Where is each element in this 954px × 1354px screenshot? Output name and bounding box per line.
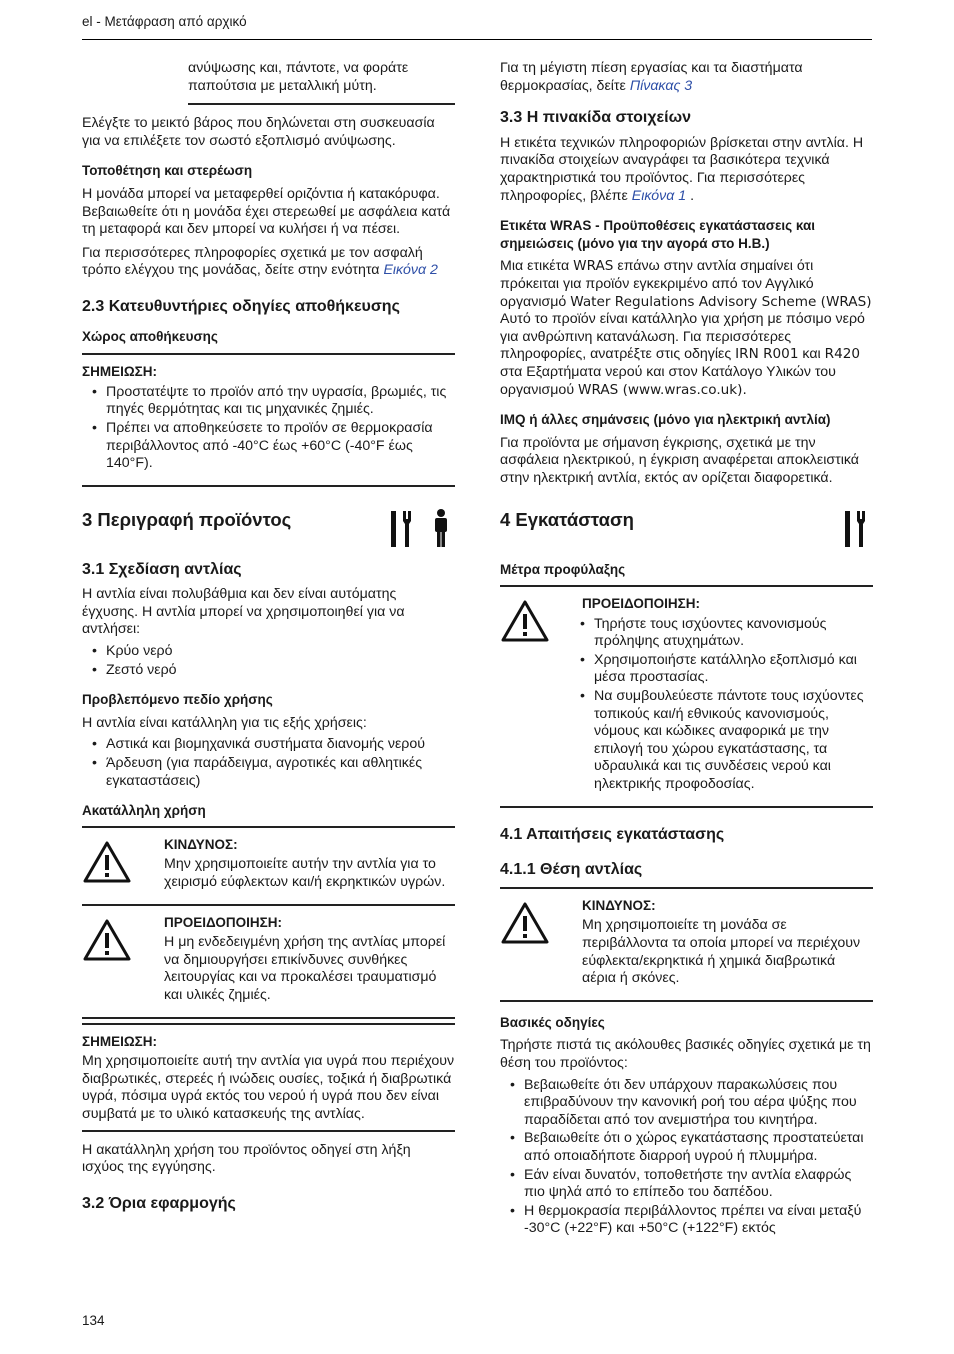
danger-title: ΚΙΝΔΥΝΟΣ: bbox=[164, 836, 238, 852]
plate-paragraph bbox=[500, 135, 873, 205]
person-icon bbox=[431, 509, 451, 549]
basic-guidelines-heading: Βασικές οδηγίες bbox=[500, 1014, 605, 1030]
right-column bbox=[500, 60, 873, 1244]
section-4-1-1-heading: 4.1.1 Θέση αντλίας bbox=[500, 861, 643, 879]
design-paragraph: Η αντλία είναι πολυβάθμια και δεν είναι αυτόματης έγχυσης. Η αντλία μπορεί να χρησιμοποιηθεί για να αντλήσει: bbox=[82, 586, 405, 638]
section-2-3-heading: 2.3 Κατευθυντήριες οδηγίες αποθήκευσης bbox=[82, 297, 400, 315]
warning-triangle-icon bbox=[82, 918, 132, 962]
location-danger-block bbox=[500, 887, 873, 1002]
precautions-warning-block bbox=[500, 585, 873, 808]
list-item: • Η θερμοκρασία περιβάλλοντος πρέπει να είναι μεταξύ -30°C (+22°F) και +50°C (+122°F) εκτός bbox=[500, 1203, 873, 1238]
list-item: • Κρύο νερό bbox=[82, 643, 455, 661]
page-number: 134 bbox=[82, 1313, 105, 1328]
improper-use-heading: Ακατάλληλη χρήση bbox=[82, 803, 206, 819]
warning-title: ΠΡΟΕΙΔΟΠΟΙΗΣΗ: bbox=[164, 914, 282, 930]
storage-note bbox=[82, 353, 455, 487]
plate-end: . bbox=[686, 187, 695, 204]
imq-paragraph: Για προϊόντα με σήμανση έγκρισης, σχετικά με την ασφάλεια ηλεκτρικού, η έγκριση αναφέρεται αποκλειστικά στην ηλεκτρική αντλία, εκτός αν ορίζεται διαφορετικά. bbox=[500, 434, 860, 486]
section-4-heading: 4 Εγκατάσταση bbox=[500, 509, 634, 531]
precautions-list bbox=[570, 616, 873, 794]
warranty-paragraph: Η ακατάλληλη χρήση του προϊόντος οδηγεί στη λήξη ισχύος της εγγύησης. bbox=[82, 1141, 411, 1176]
note-title: ΣΗΜΕΙΩΣΗ: bbox=[82, 364, 158, 380]
figure-1-link[interactable]: Εικόνα 1 bbox=[631, 187, 687, 204]
wras-text: WRAS (www.wras.co.uk). bbox=[578, 381, 747, 398]
more-info-text: Για περισσότερες πληροφορίες σχετικά με τον ασφαλή τρόπο ελέγχου της μονάδας, δείτε στην ενότητα bbox=[82, 244, 423, 279]
wras-text: Μια ετικέτα bbox=[500, 258, 574, 275]
section-4-heading-row bbox=[500, 509, 873, 549]
storage-note-list bbox=[82, 384, 455, 473]
intended-use-heading: Προβλεπόμενο πεδίο χρήσης bbox=[82, 692, 273, 708]
wras-text: IRN R001 bbox=[735, 346, 799, 363]
mount-heading: Τοποθέτηση και στερέωση bbox=[82, 163, 253, 179]
list-item: • Προστατέψτε το προϊόν από την υγρασία, βρωμιές, τις πηγές θερμότητας και τις μηχανικές ζημιές. bbox=[82, 384, 455, 419]
basic-guidelines-list bbox=[500, 1077, 873, 1238]
danger-text: Μην χρησιμοποιείτε αυτήν την αντλία για το χειρισμό εύφλεκτων και/ή εκρηκτικών υγρών. bbox=[164, 856, 446, 890]
storage-heading: Χώρος αποθήκευσης bbox=[82, 328, 218, 344]
list-item: • Τηρήστε τους ισχύοντες κανονισμούς πρόληψης ατυχημάτων. bbox=[570, 616, 873, 651]
list-item: • Βεβαιωθείτε ότι δεν υπάρχουν παρακωλύσεις που επιβραδύνουν την κανονική ροή του αέρα ψύξης που παραδίδεται από τον ανεμιστήρα του κινητήρα. bbox=[500, 1077, 873, 1130]
section-3-1-heading: 3.1 Σχεδίαση αντλίας bbox=[82, 560, 242, 578]
figure-2-link[interactable]: Εικόνα 2 bbox=[383, 262, 438, 279]
chemicals-note bbox=[82, 1023, 455, 1132]
wras-text: Αυτό το προϊόν είναι κατάλληλο για χρήση με πόσιμο νερό για ανθρώπινη κατανάλωση. Για περισσότερες πληροφορίες, ανατρέξτε στις οδηγίες bbox=[500, 311, 865, 363]
wras-text: επάνω στην αντλία σημαίνει ότι πρόκειται για προϊόν εγκεκριμένο από τον Αγγλικό οργανισμό bbox=[500, 258, 814, 310]
wras-heading: Ετικέτα WRAS - Προϋποθέσεις εγκατάστασεις και σημειώσεις (μόνο για την αγορά στο Η.Β.) bbox=[500, 218, 816, 251]
warning-title: ΠΡΟΕΙΔΟΠΟΙΗΣΗ: bbox=[582, 596, 700, 612]
danger-title: ΚΙΝΔΥΝΟΣ: bbox=[582, 897, 656, 913]
top-note-text: ανύψωσης και, πάντοτε, να φοράτε παπούτσια με μεταλλική μύτη. bbox=[188, 60, 409, 94]
limits-text: Για τη μέγιστη πίεση εργασίας και τα διαστήματα θερμοκρασίας, δείτε bbox=[500, 60, 803, 94]
precautions-warning-body bbox=[582, 595, 873, 800]
intended-use-paragraph: Η αντλία είναι κατάλληλη για τις εξής χρήσεις: bbox=[82, 714, 367, 731]
section-3-2-heading: 3.2 Όρια εφαρμογής bbox=[82, 1194, 236, 1212]
weight-paragraph: Ελέγξτε το μεικτό βάρος που δηλώνεται στη συσκευασία για να επιλέξετε τον σωστό εξοπλισμό ανύψωσης. bbox=[82, 115, 435, 149]
warning-icon-wrap bbox=[82, 914, 164, 1011]
warning-text: Η μη ενδεδειγμένη χρήση της αντλίας μπορεί να δημιουργήσει επικίνδυνες συνθήκες λειτουργίας και να προκαλέσει τραυματισμό και υλικές ζημιές. bbox=[164, 934, 446, 1003]
danger-text: Μη χρησιμοποιείτε τη μονάδα σε περιβάλλοντα τα οποία μπορεί να περιέχουν εύφλεκτα/εκρηκτικά ή χημικά διαβρωτικά αέρια ή σκόνες. bbox=[582, 917, 861, 987]
section-4-icons bbox=[843, 509, 869, 549]
mount-paragraph: Η μονάδα μπορεί να μεταφερθεί οριζόντια ή κατακόρυφα. Βεβαιωθείτε ότι η μονάδα έχει στερεωθεί με ασφάλεια κατά τη μεταφορά και δεν μπορεί να κυλήσει ή να πέσει. bbox=[82, 185, 451, 238]
warning-triangle-icon bbox=[82, 840, 132, 884]
section-3-3-heading: 3.3 Η πινακίδα στοιχείων bbox=[500, 109, 691, 127]
page-header bbox=[82, 12, 872, 40]
wras-text: WRAS bbox=[573, 258, 614, 275]
tools-icon bbox=[843, 509, 869, 549]
warning-body bbox=[164, 914, 455, 1011]
tools-icon bbox=[389, 509, 415, 549]
list-item: • Χρησιμοποιήστε κατάλληλο εξοπλισμό και μέσα προστασίας. bbox=[570, 652, 873, 687]
list-item: • Πρέπει να αποθηκεύσετε το προϊόν σε θερμοκρασία περιβάλλοντος από -40°C έως +60°C (-40°F έως 140°F). bbox=[82, 420, 455, 473]
danger-body bbox=[164, 836, 455, 898]
wras-text: στα Εξαρτήματα νερού και στον Κατάλογο Υλικών του οργανισμού bbox=[500, 363, 836, 398]
note-title: ΣΗΜΕΙΩΣΗ: bbox=[82, 1033, 158, 1049]
list-item: • Βεβαιωθείτε ότι ο χώρος εγκατάστασης προστατεύεται από οποιαδήποτε διαρροή υγρού ή πλυμμήρα. bbox=[500, 1130, 873, 1165]
danger-block bbox=[82, 826, 455, 904]
section-3-heading: 3 Περιγραφή προϊόντος bbox=[82, 508, 292, 530]
section-3-icons bbox=[389, 509, 451, 549]
table-3-link[interactable]: Πίνακας 3 bbox=[629, 77, 693, 94]
list-item: • Ζεστό νερό bbox=[82, 662, 455, 680]
plate-text: Η ετικέτα τεχνικών πληροφοριών βρίσκεται στην αντλία. Η πινακίδα στοιχείων αναγράφει τα βασικότερα τεχνικά χαρακτηριστικά του προϊόντος. Για περισσότερες πληροφορίες, βλέπε bbox=[500, 134, 864, 204]
wras-text: R420 bbox=[824, 346, 861, 363]
list-item: • Εάν είναι δυνατόν, τοποθετήστε την αντλία ελαφρώς πιο ψηλά από το επίπεδο του δαπέδου. bbox=[500, 1167, 873, 1202]
section-4-1-heading: 4.1 Απαιτήσεις εγκατάστασης bbox=[500, 825, 725, 843]
warning-triangle-icon bbox=[500, 599, 550, 643]
more-info-paragraph bbox=[82, 245, 455, 280]
wras-text: Water Regulations Advisory Scheme (WRAS) bbox=[570, 293, 872, 310]
wras-paragraph bbox=[500, 258, 873, 399]
imq-heading: IMQ ή άλλες σημάνσεις (μόνο για ηλεκτρική αντλία) bbox=[500, 412, 831, 428]
location-danger-body bbox=[582, 897, 873, 994]
precautions-heading: Μέτρα προφύλαξης bbox=[500, 562, 626, 578]
limits-paragraph bbox=[500, 60, 873, 95]
section-3-heading-row bbox=[82, 509, 455, 549]
left-column bbox=[82, 60, 455, 1220]
chemicals-note-text: Μη χρησιμοποιείτε αυτή την αντλία για υγρά που περιέχουν διαβρωτικές, στερεές ή ινώδεις ουσίες, τοξικά ή διαβρωτικά υγρά, πόσιμα υγρά εκτός του νερού ή υγρά που δεν είναι συμβατά με το υλικό κατασκευής της αντλίας. bbox=[82, 1053, 455, 1122]
danger-icon-wrap bbox=[500, 897, 582, 994]
warning-block bbox=[82, 904, 455, 1019]
list-item: • Αστικά και βιομηχανικά συστήματα διανομής νερού bbox=[82, 736, 455, 754]
danger-icon-wrap bbox=[82, 836, 164, 898]
warning-triangle-icon bbox=[500, 901, 550, 945]
design-list bbox=[82, 643, 455, 679]
top-note-block bbox=[188, 60, 455, 105]
header-text: el - Μετάφραση από αρχικό bbox=[82, 14, 247, 29]
list-item: • Να συμβουλεύεστε πάντοτε τους ισχύοντες τοπικούς και/ή εθνικούς κανονισμούς, νόμους και κώδικες αναφορικά με την επιλογή του χώρου εγκατάστασης, τα υδραυλικά και τις συνδέσεις νερού και ηλεκτρικής προφοδοσίας. bbox=[570, 688, 873, 794]
wras-text: και bbox=[798, 346, 825, 363]
intended-use-list bbox=[82, 736, 455, 790]
basic-guidelines-paragraph: Τηρήστε πιστά τις ακόλουθες βασικές οδηγίες σχετικά με τη θέση του προϊόντος: bbox=[500, 1037, 871, 1071]
list-item: • Άρδευση (για παράδειγμα, αγροτικές και αθλητικές εγκαταστάσεις) bbox=[82, 755, 455, 790]
